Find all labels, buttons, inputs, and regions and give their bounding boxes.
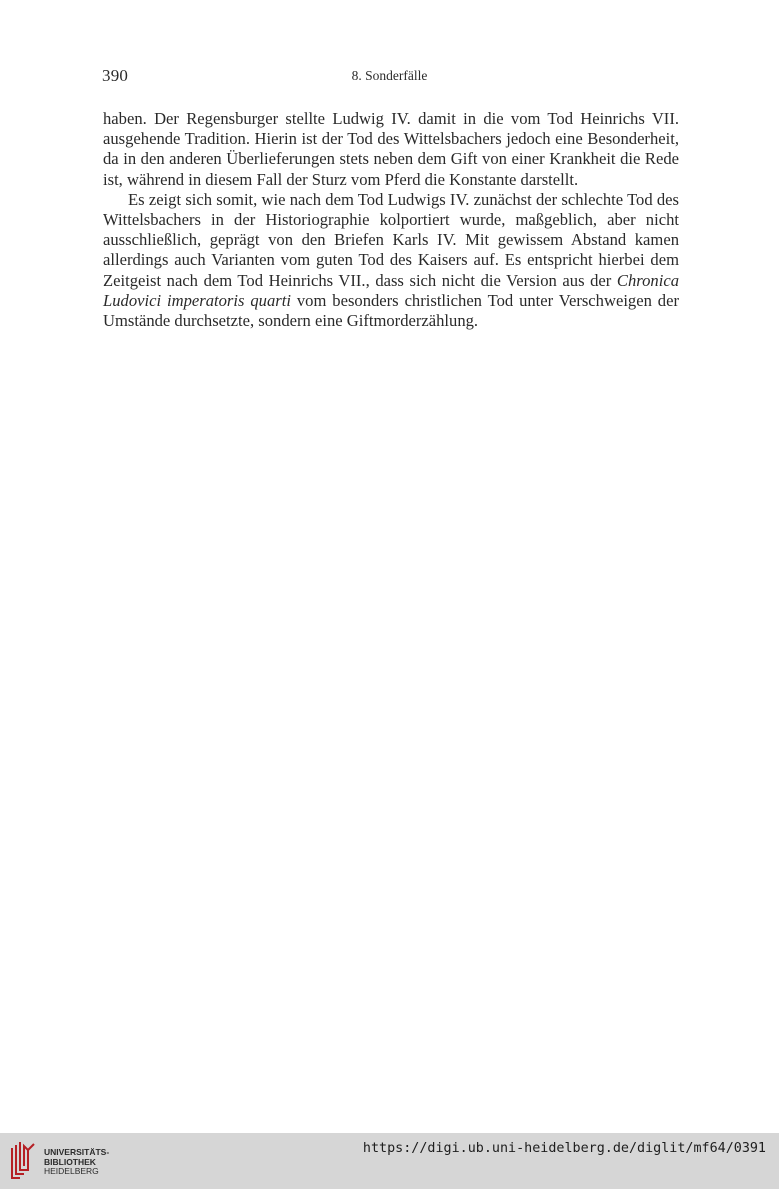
library-name-line-3: HEIDELBERG bbox=[44, 1166, 99, 1177]
work-title: Chronica Ludovici imperatoris quarti bbox=[103, 270, 679, 310]
body-text bbox=[103, 109, 679, 331]
permalink-url[interactable]: https://digi.ub.uni-heidelberg.de/diglit/mf64/0391 bbox=[362, 1141, 766, 1156]
running-head: 8. Sonderfälle bbox=[351, 68, 428, 83]
footer-bar bbox=[0, 1133, 779, 1189]
library-name-line-2: BIBLIOTHEK bbox=[44, 1156, 96, 1167]
paragraph-2-text-end: vom besonders christlichen Tod unter Verschweigen der Umstände durchsetzte, sondern eine Giftmorderzählung. bbox=[103, 290, 679, 331]
page-number: 390 bbox=[102, 66, 129, 85]
library-name-line-1: UNIVERSITÄTS- bbox=[44, 1147, 110, 1157]
library-logo-icon bbox=[8, 1140, 38, 1180]
paragraph-2-text: Es zeigt sich somit, wie nach dem Tod Ludwigs IV. zunächst der schlechte Tod des Wittelsbachers in der Historiographie kolportiert wurde, maßgeblich, aber nicht ausschließlich, geprägt von den Briefen Karls IV. Mit gewissem Abstand kamen allerdings auch Varianten vom guten Tod des Kaisers auf. Es entspricht hierbei dem Zeitgeist nach dem Tod Heinrichs VII., dass sich nicht die Version aus der bbox=[103, 189, 679, 290]
paragraph-2 bbox=[103, 190, 679, 331]
library-name bbox=[44, 1148, 109, 1177]
paragraph-1: haben. Der Regensburger stellte Ludwig IV. damit in die vom Tod Heinrichs VII. ausgehende Tradition. Hierin ist der Tod des Wittelsbachers jedoch eine Besonderheit, da in den anderen Überlieferungen stets neben dem Gift von einer Krankheit die Rede ist, während in diesem Fall der Sturz vom Pferd die Konstante darstellt. bbox=[103, 109, 679, 189]
